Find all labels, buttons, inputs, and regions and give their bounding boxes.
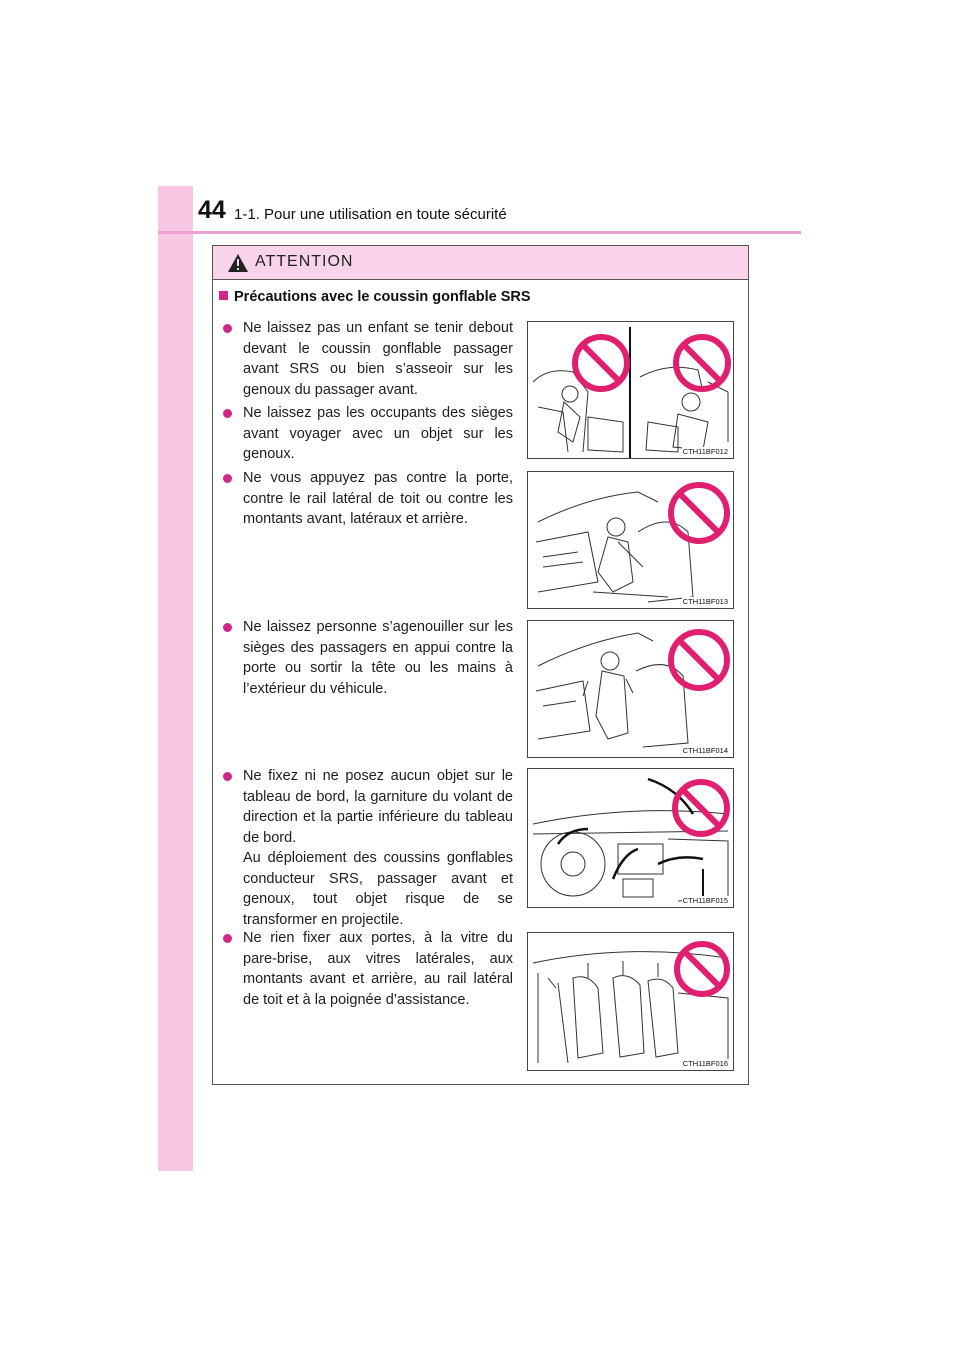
list-item-text: Ne rien fixer aux portes, à la vitre du pare-brise, aux vitres latérales, aux montants avant et arrière, au rail latéral de toit et à la poignée d’assistance.	[243, 930, 513, 1008]
prohibited-icon	[671, 332, 733, 394]
caution-header	[213, 246, 748, 280]
page-number: 44	[198, 196, 226, 224]
warning-triangle-icon	[227, 253, 249, 273]
illustration-child-front-seat	[527, 321, 734, 459]
list-item-text: Ne fixez ni ne posez aucun objet sur le tableau de bord, la garniture du volant de direction et la partie inférieure du tableau de bord. Au déploiement des coussins gonflables conducteur SRS, passager avant et genoux, tout objet risque de se transformer en projectile.	[243, 768, 513, 928]
illustration-leaning-door	[527, 471, 734, 609]
list-item-text: Ne laissez personne s’agenouiller sur les sièges des passagers en appui contre la porte ou sortir la tête ou les mains à l’extérieur du véhicule.	[243, 619, 513, 697]
section-title: 1-1. Pour une utilisation en toute sécurité	[234, 206, 507, 223]
illustration-kneeling-seat	[527, 620, 734, 758]
prohibited-icon	[670, 777, 732, 839]
list-item-text: Ne laissez pas les occupants des sièges avant voyager avec un objet sur les genoux.	[243, 405, 513, 462]
list-item	[223, 468, 513, 530]
caution-box	[212, 245, 749, 1085]
bullet-dot-icon	[223, 474, 232, 483]
prohibited-icon	[666, 627, 732, 693]
figure-code: CTH11BF016	[682, 1059, 728, 1068]
bullet-dot-icon	[223, 409, 232, 418]
heading-square-icon	[219, 291, 228, 300]
bullet-dot-icon	[223, 934, 232, 943]
list-item	[223, 928, 513, 1010]
illustration-cabin-interior	[527, 932, 734, 1071]
prohibited-icon	[666, 480, 732, 546]
figure-code: CTH11BF015	[682, 896, 728, 905]
caution-heading-text: Précautions avec le coussin gonflable SRS	[234, 289, 531, 305]
prohibited-icon	[672, 939, 732, 999]
caution-label: ATTENTION	[255, 253, 354, 270]
list-item-text: Ne vous appuyez pas contre la porte, contre le rail latéral de toit ou contre les montants avant, latéraux et arrière.	[243, 470, 513, 527]
side-tab-strip	[158, 186, 193, 1171]
bullet-dot-icon	[223, 324, 232, 333]
list-item	[223, 766, 513, 930]
list-item-text: Ne laissez pas un enfant se tenir debout devant le coussin gonflable passager avant SRS ou bien s’asseoir sur les genoux du passager avant.	[243, 320, 513, 398]
header-rule	[158, 231, 801, 234]
figure-code: CTH11BF014	[682, 746, 728, 755]
illustration-dashboard-objects	[527, 768, 734, 908]
list-item	[223, 318, 513, 400]
list-item	[223, 617, 513, 699]
figure-code: CTH11BF012	[682, 447, 728, 456]
caution-heading	[219, 289, 531, 305]
prohibited-icon	[570, 332, 632, 394]
list-item	[223, 403, 513, 465]
bullet-dot-icon	[223, 623, 232, 632]
figure-code: CTH11BF013	[682, 597, 728, 606]
bullet-dot-icon	[223, 772, 232, 781]
